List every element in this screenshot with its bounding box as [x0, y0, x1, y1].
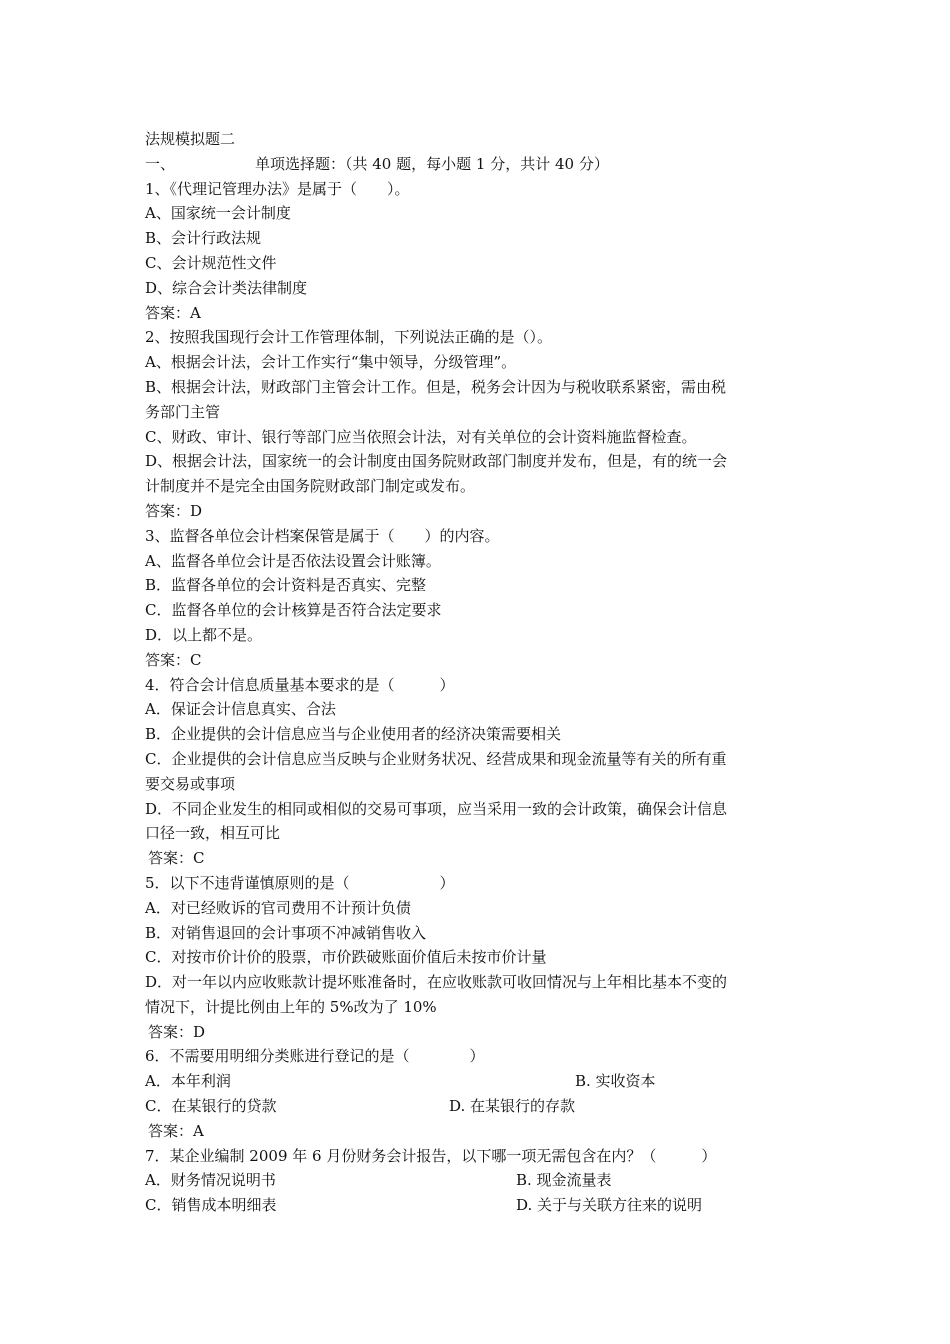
question-4-stem: 4．符合会计信息质量基本要求的是（ ） — [145, 675, 455, 694]
question-2-option-c: C、财政、审计、银行等部门应当依照会计法，对有关单位的会计资料施监督检查。 — [145, 427, 697, 446]
question-5-option-b: B．对销售退回的会计事项不冲减销售收入 — [145, 923, 427, 942]
question-6-option-c: C．在某银行的贷款 — [145, 1097, 277, 1116]
question-6-option-d: D. 在某银行的存款 — [449, 1097, 576, 1116]
question-7-options-row1 — [145, 1168, 810, 1193]
question-2-option-d-line2: 计制度并不是完全由国务院财政部门制定或发布。 — [145, 477, 476, 496]
question-1-option-d: D、综合会计类法律制度 — [145, 278, 308, 297]
section-heading — [145, 152, 810, 177]
question-4-option-a: A．保证会计信息真实、合法 — [145, 700, 336, 719]
question-1-stem: 1、《代理记管理办法》是属于（ ）。 — [145, 179, 410, 198]
question-3-answer: 答案：C — [145, 650, 202, 669]
question-5-option-c: C．对按市价计价的股票，市价跌破账面价值后未按市价计量 — [145, 948, 547, 967]
question-3-option-b: B．监督各单位的会计资料是否真实、完整 — [145, 576, 427, 595]
document-body — [145, 127, 810, 1218]
question-6-stem: 6．不需要用明细分类账进行登记的是（ ） — [145, 1047, 485, 1066]
question-6-options-row1 — [145, 1069, 810, 1094]
question-6-options-row2 — [145, 1094, 810, 1119]
question-6-answer: 答案：A — [148, 1121, 204, 1140]
question-7-options-row2 — [145, 1193, 810, 1218]
question-2-option-b-line2: 务部门主管 — [145, 402, 221, 421]
question-4-option-d-line2: 口径一致，相互可比 — [145, 824, 281, 843]
question-5-stem: 5．以下不违背谨慎原则的是（ ） — [145, 873, 455, 892]
question-2-option-d-line1: D、根据会计法，国家统一的会计制度由国务院财政部门制度并发布，但是，有的统一会 — [145, 452, 728, 471]
question-3-option-d: D．以上都不是。 — [145, 625, 263, 644]
question-1-option-c: C、会计规范性文件 — [145, 253, 277, 272]
question-2-option-a: A、根据会计法，会计工作实行“集中领导，分级管理”。 — [145, 353, 517, 372]
question-5-option-d-line2: 情况下，计提比例由上年的 5%改为了 10% — [145, 997, 437, 1016]
question-2-answer: 答案：D — [145, 501, 203, 520]
question-5-option-a: A．对已经败诉的官司费用不计预计负债 — [145, 898, 411, 917]
document-title: 法规模拟题二 — [145, 130, 236, 148]
question-2-stem: 2、按照我国现行会计工作管理体制，下列说法正确的是（）。 — [145, 328, 553, 347]
question-2-option-b-line1: B、根据会计法，财政部门主管会计工作。但是，税务会计因为与税收联系紧密，需由税 — [145, 377, 727, 396]
question-7-stem: 7．某企业编制 2009 年 6 月份财务会计报告，以下哪一项无需包含在内？（ ） — [145, 1146, 717, 1165]
section-number: 一、 — [145, 154, 176, 173]
question-3-option-c: C．监督各单位的会计核算是否符合法定要求 — [145, 601, 442, 620]
question-4-answer: 答案：C — [148, 849, 205, 868]
question-7-option-c: C．销售成本明细表 — [145, 1196, 277, 1215]
question-1-option-b: B、会计行政法规 — [145, 229, 262, 248]
question-7-option-d: D. 关于与关联方往来的说明 — [516, 1196, 703, 1215]
question-6-option-a: A．本年利润 — [145, 1072, 231, 1091]
question-6-option-b: B. 实收资本 — [575, 1072, 656, 1091]
question-5-option-d-line1: D．对一年以内应收账款计提坏账准备时，在应收账款可收回情况与上年相比基本不变的 — [145, 973, 728, 992]
question-4-option-b: B．企业提供的会计信息应当与企业使用者的经济决策需要相关 — [145, 725, 562, 744]
question-7-option-a: A．财务情况说明书 — [145, 1171, 276, 1190]
question-3-option-a: A、监督各单位会计是否依法设置会计账簿。 — [145, 551, 441, 570]
question-1-option-a: A、国家统一会计制度 — [145, 204, 291, 223]
question-4-option-d-line1: D．不同企业发生的相同或相似的交易可事项，应当采用一致的会计政策，确保会计信息 — [145, 799, 728, 818]
question-1-answer: 答案：A — [145, 303, 201, 322]
question-3-stem: 3、监督各单位会计档案保管是属于（ ）的内容。 — [145, 526, 500, 545]
question-7-option-b: B. 现金流量表 — [516, 1171, 612, 1190]
question-5-answer: 答案：D — [148, 1022, 206, 1041]
question-4-option-c-line2: 要交易或事项 — [145, 774, 236, 793]
question-4-option-c-line1: C．企业提供的会计信息应当反映与企业财务状况、经营成果和现金流量等有关的所有重 — [145, 749, 727, 768]
section-heading-text: 单项选择题：（共 40 题，每小题 1 分，共计 40 分） — [255, 154, 609, 173]
